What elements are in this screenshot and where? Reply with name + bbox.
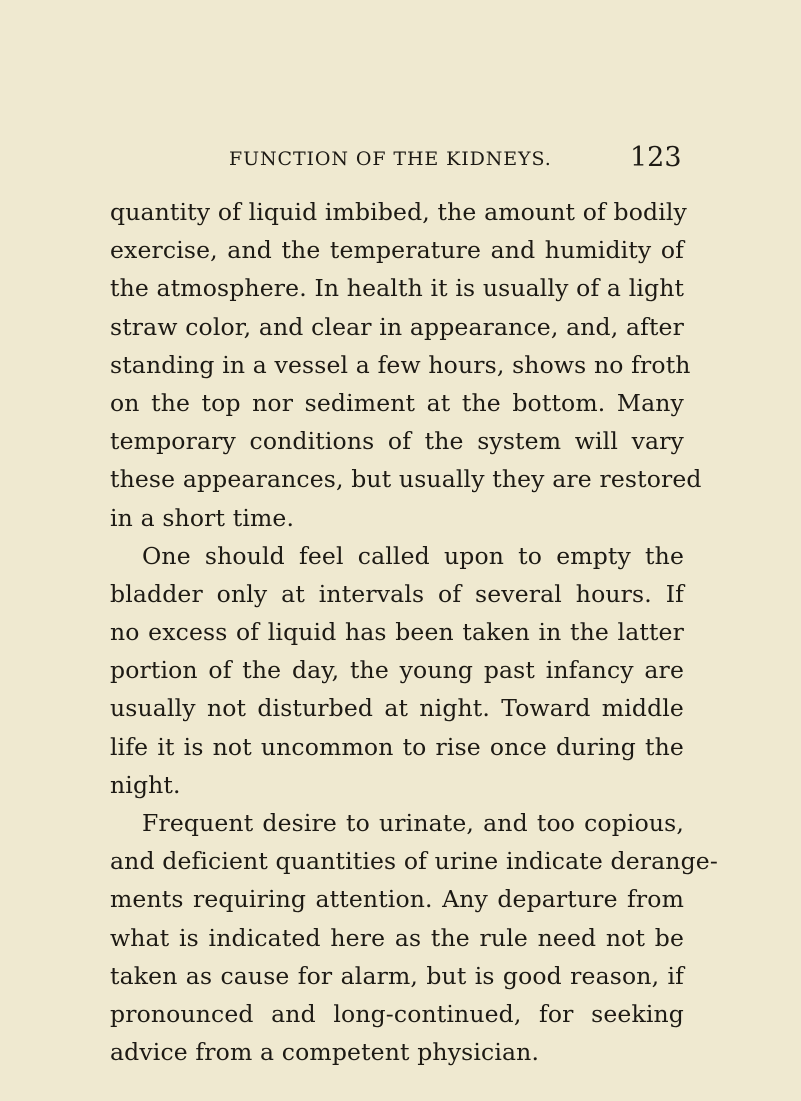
- text-line: advice from a competent physician.: [110, 1038, 540, 1067]
- text-line: bladder only at intervals of several hours. If: [110, 579, 684, 608]
- body-text: [110, 193, 718, 1071]
- text-line: no excess of liquid has been taken in the latter: [110, 618, 684, 647]
- text-line: what is indicated here as the rule need not be: [110, 923, 684, 952]
- chapter-title: FUNCTION OF THE KIDNEYS.: [229, 148, 552, 170]
- text-line: pronounced and long-continued, for seeking: [110, 999, 684, 1028]
- text-line: life it is not uncommon to rise once during the: [110, 732, 684, 761]
- text-line: on the top nor sediment at the bottom. Many: [110, 388, 684, 417]
- text-line: exercise, and the temperature and humidity of: [110, 236, 684, 265]
- text-line: Frequent desire to urinate, and too copious,: [142, 809, 684, 837]
- running-head: [0, 142, 801, 180]
- text-line: temporary conditions of the system will vary: [110, 427, 684, 456]
- text-line: taken as cause for alarm, but is good reason, if: [110, 961, 684, 990]
- text-line: and deficient quantities of urine indicate derange-: [110, 847, 718, 876]
- text-line: these appearances, but usually they are restored: [110, 465, 702, 494]
- text-line: One should feel called upon to empty the: [142, 541, 684, 570]
- text-line: usually not disturbed at night. Toward middle: [110, 694, 684, 723]
- page-number: 123: [630, 142, 682, 173]
- text-line: the atmosphere. In health it is usually of a light: [110, 274, 685, 303]
- text-line: night.: [110, 770, 181, 799]
- text-line: in a short time.: [110, 503, 295, 532]
- text-line: portion of the day, the young past infancy are: [110, 656, 684, 685]
- text-line: ments requiring attention. Any departure from: [110, 885, 684, 914]
- text-line: standing in a vessel a few hours, shows no froth: [110, 350, 691, 379]
- text-line: quantity of liquid imbibed, the amount of bodily: [110, 198, 687, 226]
- text-line: straw color, and clear in appearance, and, after: [110, 312, 684, 341]
